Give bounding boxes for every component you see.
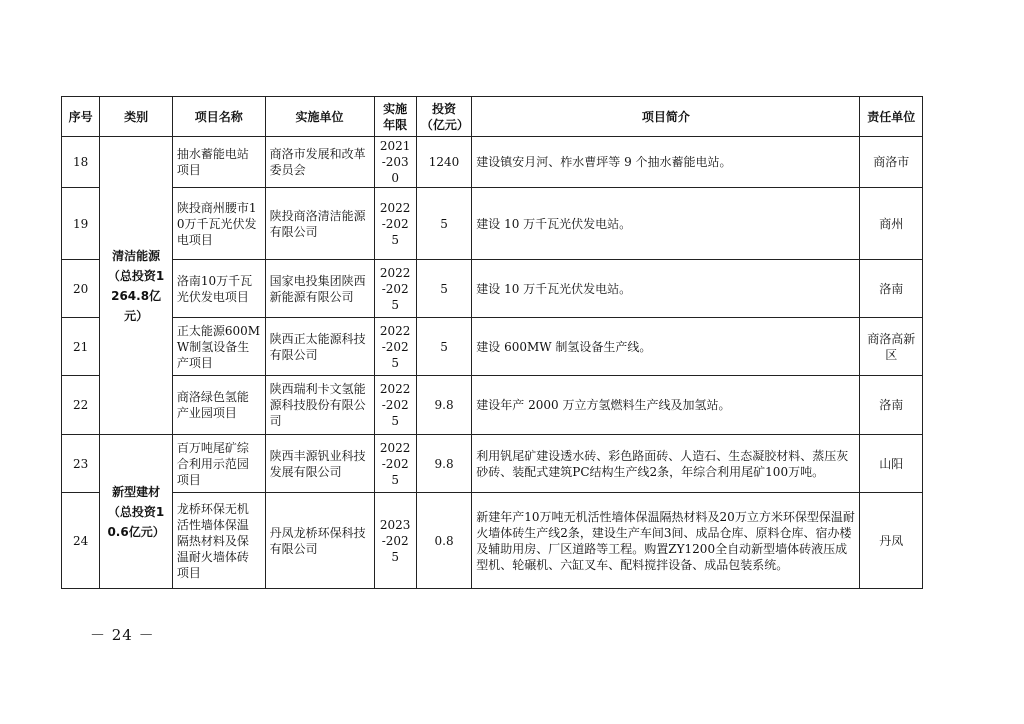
table-row — [62, 188, 923, 260]
unit-cell: 国家电投集团陕西新能源有限公司 — [265, 260, 374, 318]
unit-cell: 商洛市发展和改革委员会 — [265, 137, 374, 188]
header-row — [62, 97, 923, 137]
page-number: － 24 － — [90, 626, 155, 644]
seq-cell: 21 — [62, 318, 100, 376]
desc-cell: 建设 600MW 制氢设备生产线。 — [472, 318, 860, 376]
header-unit: 实施单位 — [265, 97, 374, 137]
resp-cell: 山阳 — [860, 435, 923, 493]
table-row — [62, 260, 923, 318]
header-name: 项目名称 — [172, 97, 265, 137]
category-clean-energy: 清洁能源（总投资1264.8亿元） — [100, 137, 173, 435]
table-row — [62, 137, 923, 188]
seq-cell: 19 — [62, 188, 100, 260]
name-cell: 百万吨尾矿综合利用示范园项目 — [172, 435, 265, 493]
name-cell: 正太能源600MW制氢设备生产项目 — [172, 318, 265, 376]
unit-cell: 陕投商洛清洁能源有限公司 — [265, 188, 374, 260]
name-cell: 陕投商州腰市10万千瓦光伏发电项目 — [172, 188, 265, 260]
seq-cell: 20 — [62, 260, 100, 318]
period-cell: 2022-2025 — [374, 188, 416, 260]
table-row — [62, 435, 923, 493]
resp-cell: 洛南 — [860, 376, 923, 435]
project-table — [61, 96, 923, 589]
seq-cell: 23 — [62, 435, 100, 493]
header-resp: 责任单位 — [860, 97, 923, 137]
unit-cell: 陕西正太能源科技有限公司 — [265, 318, 374, 376]
desc-cell: 建设年产 2000 万立方氢燃料生产线及加氢站。 — [472, 376, 860, 435]
header-seq: 序号 — [62, 97, 100, 137]
period-cell: 2022-2025 — [374, 376, 416, 435]
resp-cell: 洛南 — [860, 260, 923, 318]
unit-cell: 陕西瑞利卡文氢能源科技股份有限公司 — [265, 376, 374, 435]
invest-cell: 1240 — [416, 137, 471, 188]
header-period: 实施年限 — [374, 97, 416, 137]
desc-cell: 利用钒尾矿建设透水砖、彩色路面砖、人造石、生态凝胶材料、蒸压灰砂砖、装配式建筑PC结构生产线2条，年综合利用尾矿100万吨。 — [472, 435, 860, 493]
category-new-building-materials: 新型建材（总投资10.6亿元） — [100, 435, 173, 589]
name-cell: 抽水蓄能电站项目 — [172, 137, 265, 188]
invest-cell: 5 — [416, 318, 471, 376]
desc-cell: 建设镇安月河、柞水曹坪等 9 个抽水蓄能电站。 — [472, 137, 860, 188]
invest-cell: 9.8 — [416, 435, 471, 493]
name-cell: 商洛绿色氢能产业园项目 — [172, 376, 265, 435]
desc-cell: 建设 10 万千瓦光伏发电站。 — [472, 188, 860, 260]
seq-cell: 18 — [62, 137, 100, 188]
desc-cell: 建设 10 万千瓦光伏发电站。 — [472, 260, 860, 318]
period-cell: 2022-2025 — [374, 435, 416, 493]
invest-cell: 9.8 — [416, 376, 471, 435]
period-cell: 2023-2025 — [374, 493, 416, 589]
table-row — [62, 318, 923, 376]
resp-cell: 丹凤 — [860, 493, 923, 589]
table-row — [62, 493, 923, 589]
header-invest: 投资（亿元） — [416, 97, 471, 137]
resp-cell: 商洛市 — [860, 137, 923, 188]
period-cell: 2021-2030 — [374, 137, 416, 188]
seq-cell: 24 — [62, 493, 100, 589]
resp-cell: 商洛高新区 — [860, 318, 923, 376]
unit-cell: 丹凤龙桥环保科技有限公司 — [265, 493, 374, 589]
invest-cell: 0.8 — [416, 493, 471, 589]
header-category: 类别 — [100, 97, 173, 137]
table-row — [62, 376, 923, 435]
name-cell: 龙桥环保无机活性墙体保温隔热材料及保温耐火墙体砖项目 — [172, 493, 265, 589]
period-cell: 2022-2025 — [374, 260, 416, 318]
seq-cell: 22 — [62, 376, 100, 435]
unit-cell: 陕西丰源钒业科技发展有限公司 — [265, 435, 374, 493]
desc-cell: 新建年产10万吨无机活性墙体保温隔热材料及20万立方米环保型保温耐火墙体砖生产线2条，建设生产车间3间、成品仓库、原料仓库、宿办楼及辅助用房、厂区道路等工程。购置ZY1200全自动新型墙体砖液压成型机、轮碾机、六缸叉车、配料搅拌设备、成品包装系统。 — [472, 493, 860, 589]
header-desc: 项目简介 — [472, 97, 860, 137]
resp-cell: 商州 — [860, 188, 923, 260]
period-cell: 2022-2025 — [374, 318, 416, 376]
invest-cell: 5 — [416, 188, 471, 260]
invest-cell: 5 — [416, 260, 471, 318]
name-cell: 洛南10万千瓦光伏发电项目 — [172, 260, 265, 318]
